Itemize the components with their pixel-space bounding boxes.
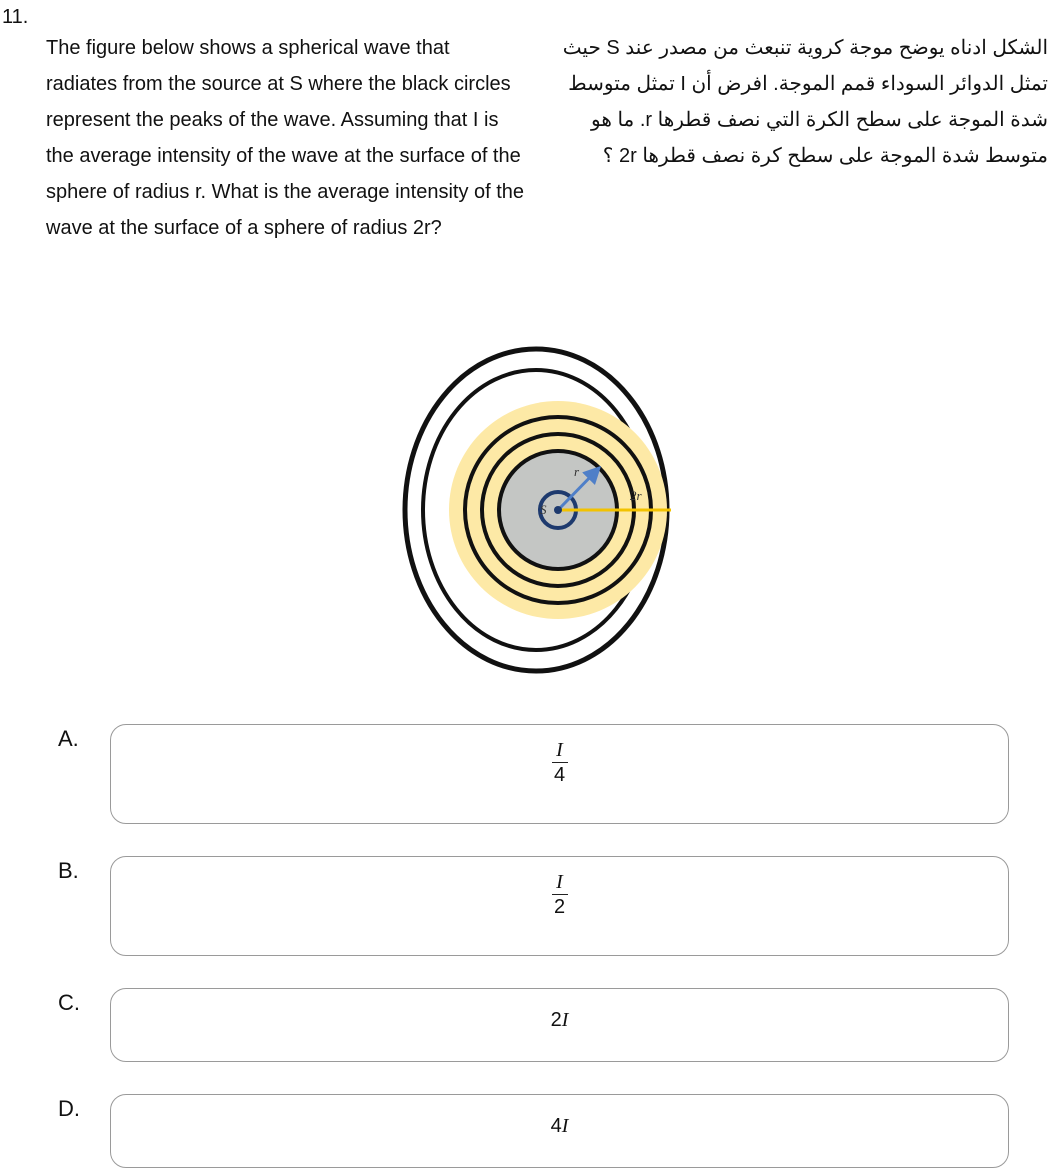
option-a-fraction [552, 739, 568, 786]
option-c-variable: I [561, 1009, 569, 1031]
option-d-value [551, 1115, 569, 1138]
option-d-coefficient: 4 [550, 1115, 562, 1137]
option-c-value [551, 1009, 569, 1032]
option-a-numerator: I [556, 739, 563, 761]
question-text-english: The figure below shows a spherical wave that radiates from the source at S where the black circles represent the peaks of the wave. Assuming that I is the average intensity of the wave at the surface of the sphere of radius r. What is the average intensity of the wave at the surface of a sphere of radius 2r? [46, 37, 525, 239]
spherical-wave-figure [396, 340, 676, 680]
question-number: 11. [2, 6, 29, 28]
source-point [554, 506, 562, 514]
option-b-numerator: I [556, 871, 563, 893]
question-text-arabic: الشكل ادناه يوضح موجة كروية تنبعث من مصدر عند S حيث تمثل الدوائر السوداء قمم الموجة. افرض أن I تمثل متوسط شدة الموجة على سطح الكرة التي نصف قطرها r. ما هو متوسط شدة الموجة على سطح كرة نصف قطرها 2r ؟ [562, 37, 1048, 167]
source-label: S [540, 502, 547, 517]
option-b-fraction [552, 871, 568, 918]
option-a-denominator: 4 [553, 764, 566, 786]
option-d-variable: I [561, 1115, 569, 1137]
option-b-letter: B. [58, 858, 79, 883]
radius-label: r [574, 464, 580, 479]
option-b-denominator: 2 [553, 896, 566, 918]
option-d-letter: D. [58, 1096, 80, 1121]
double-radius-label: 2r [630, 488, 642, 503]
spherical-wave-diagram [396, 340, 676, 680]
option-a-letter: A. [58, 726, 79, 751]
option-c-coefficient: 2 [550, 1009, 562, 1031]
option-b[interactable] [110, 856, 1009, 956]
option-a[interactable] [110, 724, 1009, 824]
fraction-bar [552, 894, 568, 895]
fraction-bar [552, 762, 568, 763]
option-c-letter: C. [58, 990, 80, 1015]
option-c[interactable] [110, 988, 1009, 1062]
option-d[interactable] [110, 1094, 1009, 1168]
